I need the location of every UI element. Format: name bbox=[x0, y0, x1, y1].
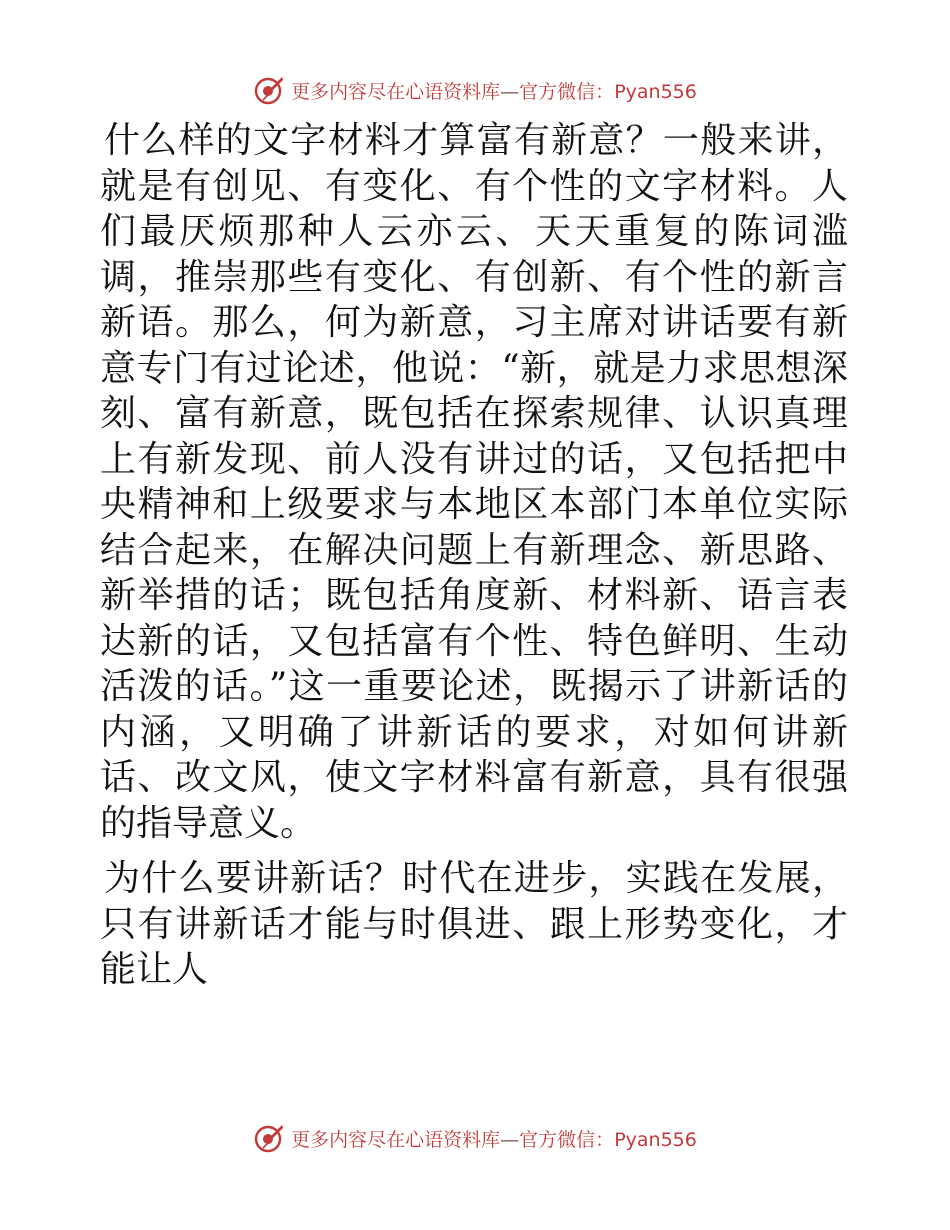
document-body bbox=[100, 118, 848, 993]
header-site-text: 更多内容尽在心语资料库 bbox=[291, 80, 501, 103]
footer-text bbox=[291, 1125, 697, 1152]
footer-wechat-label: 官方微信： bbox=[519, 1128, 615, 1151]
header-banner bbox=[0, 70, 950, 110]
paragraph: 为什么要讲新话？时代在进步，实践在发展，只有讲新话才能与时俱进、跟上形势变化，才能让人 bbox=[100, 858, 848, 990]
footer-banner bbox=[0, 1118, 950, 1158]
quill-pen-logo-icon bbox=[253, 74, 285, 106]
paragraph: 什么样的文字材料才算富有新意？一般来讲，就是有创见、有变化、有个性的文字材料。人们最厌烦那种人云亦云、天天重复的陈词滥调，推崇那些有变化、有创新、有个性的新言新语。那么，何为新意，习主席对讲话要有新意专门有过论述，他说：“新，就是力求思想深刻、富有新意，既包括在探索规律、认识真理上有新发现、前人没有讲过的话，又包括把中央精神和上级要求与本地区本部门本单位实际结合起来，在解决问题上有新理念、新思路、新举措的话；既包括角度新、材料新、语言表达新的话，又包括富有个性、特色鲜明、生动活泼的话。”这一重要论述，既揭示了讲新话的内涵，又明确了讲新话的要求，对如何讲新话、改文风，使文字材料富有新意，具有很强的指导意义。 bbox=[100, 120, 848, 844]
footer-site-text: 更多内容尽在心语资料库 bbox=[291, 1128, 501, 1151]
quill-pen-logo-icon bbox=[253, 1122, 285, 1154]
header-wechat-id: Pyan556 bbox=[614, 80, 697, 103]
footer-wechat-id: Pyan556 bbox=[614, 1128, 697, 1151]
header-text bbox=[291, 77, 697, 104]
header-wechat-label: 官方微信： bbox=[519, 80, 615, 103]
footer-separator: — bbox=[500, 1128, 520, 1151]
header-separator: — bbox=[500, 80, 520, 103]
